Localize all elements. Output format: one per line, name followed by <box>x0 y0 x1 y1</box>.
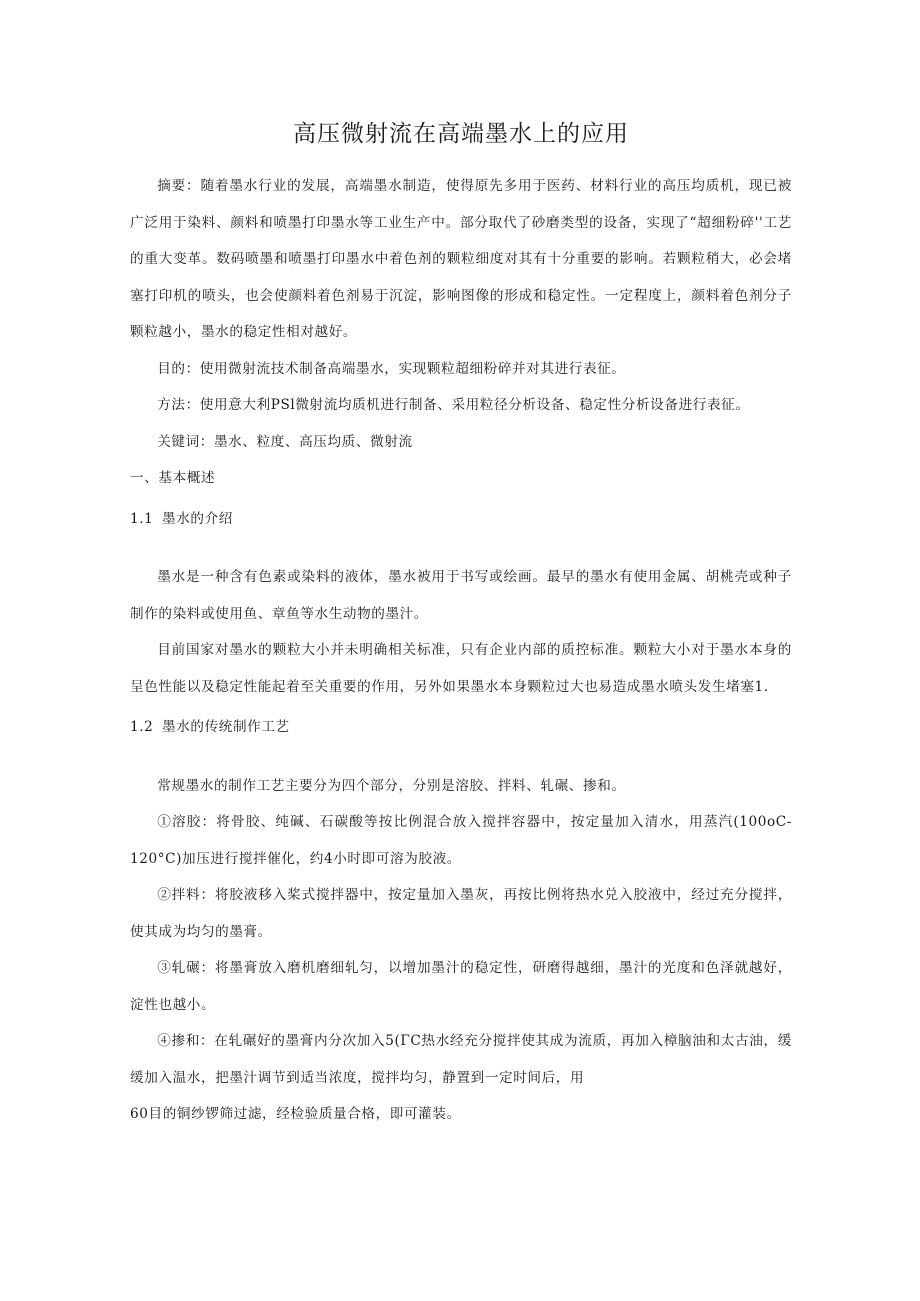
subsection-heading-1-2 <box>130 709 792 746</box>
process-step-mix: ②拌料：将胶液移入桨式搅拌器中，按定量加入墨灰，再按比例将热水兑入胶液中，经过充分搅拌，使其成为均匀的墨膏。 <box>130 887 792 940</box>
subsection-title: 墨水的传统制作工艺 <box>162 719 290 735</box>
ink-intro-paragraph-2: 目前国家对墨水的颗粒大小并未明确相关标准，只有企业内部的质控标准。颗粒大小对于墨水本身的呈色性能以及稳定性能起着至关重要的作用，另外如果墨水本身颗粒过大也易造成墨水喷头发生堵塞1. <box>130 642 792 695</box>
ink-intro-paragraph-1: 墨水是一种含有色素或染料的液体，墨水被用于书写或绘画。最早的墨水有使用金属、胡桃壳或种子制作的染料或使用鱼、章鱼等水生动物的墨汁。 <box>130 569 792 622</box>
abstract-paragraph: 摘要：随着墨水行业的发展，高端墨水制造，使得原先多用于医药、材料行业的高压均质机，现已被广泛用于染料、颜料和喷墨打印墨水等工业生产中。部分取代了砂磨类型的设备，实现了“超细粉碎''工艺的重大变革。数码喷墨和喷墨打印墨水中着色剂的颗粒细度对其有十分重要的影响。若颗粒稍大，必会堵塞打印机的喷头，也会使颜料着色剂易于沉淀，影响图像的形成和稳定性。一定程度上，颜料着色剂分子颗粒越小，墨水的稳定性相对越好。 <box>130 178 792 340</box>
process-step-dissolve: ①溶胶：将骨胶、纯碱、石碳酸等按比例混合放入搅拌容器中，按定量加入清水，用蒸汽(100oC-120°C)加压进行搅拌催化，约4小时即可溶为胶液。 <box>130 814 792 867</box>
subsection-number: 1.2 <box>130 719 154 735</box>
purpose-paragraph: 目的：使用微射流技术制备高端墨水，实现颗粒超细粉碎并对其进行表征。 <box>157 360 626 377</box>
process-step-grind: ③轧碾：将墨膏放入磨机磨细轧匀，以增加墨汁的稳定性，研磨得越细，墨汁的光度和色泽就越好，淀性也越小。 <box>130 960 792 1013</box>
process-step-blend: ④掺和：在轧碾好的墨膏内分次加入5(ΓC热水经充分搅拌使其成为流质，再加入樟脑油和太古油，缓缓加入温水，把墨汁调节到适当浓度，搅拌均匀，静置到一定时间后，用 <box>130 1033 792 1086</box>
process-step-blend-continued: 60目的铜纱锣筛过滤，经检验质量合格，即可灌装。 <box>130 1106 461 1122</box>
subsection-heading-1-1 <box>130 501 792 538</box>
document-title: 高压微射流在高端墨水上的应用 <box>293 121 629 147</box>
section-heading-overview: 一、基本概述 <box>130 470 216 486</box>
keywords-paragraph: 关键词：墨水、粒度、高压均质、微射流 <box>157 433 413 450</box>
subsection-title: 墨水的介绍 <box>162 510 233 527</box>
subsection-number: 1.1 <box>130 510 154 527</box>
process-overview-paragraph: 常规墨水的制作工艺主要分为四个部分，分别是溶胶、拌料、轧碾、掺和。 <box>157 777 626 794</box>
method-paragraph: 方法：使用意大利PSl微射流均质机进行制备、采用粒径分析设备、稳定性分析设备进行表征。 <box>157 397 750 413</box>
